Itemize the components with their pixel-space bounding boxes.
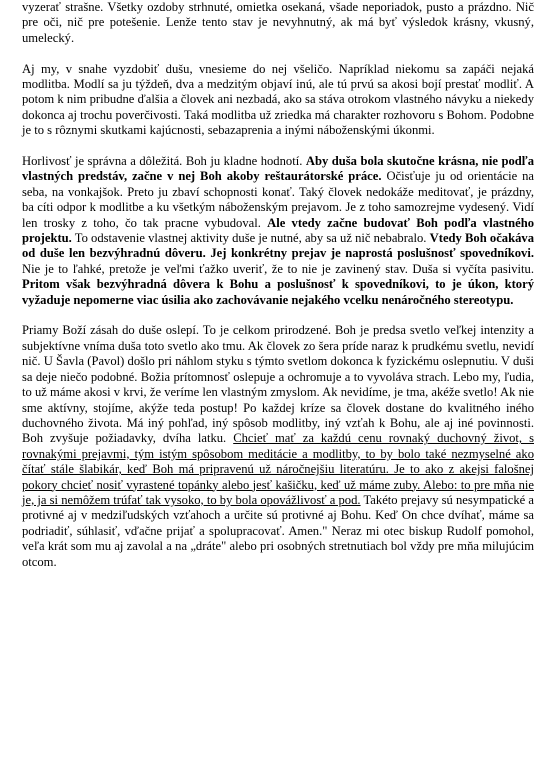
underlined-text: Chcieť mať za každú cenu rovnaký duchovný život, s rovnakými prejavmi, tým istým spôsobom meditácie a modlitby, to by bolo také nezmyselné ako čítať stále šlabikár, keď Boh má pripravenú už náročnejšiu literatúru. Je to ako z akejsi falošnej pokory chcieť nosiť vyrastené topánky alebo jesť kašičku, keď už máme zuby. Alebo: to pre mňa nie je, ja si nemôžem trúfať tak vysoko, to by bola opovážlivosť a pod. [22,431,534,507]
bold-text: Pritom však bezvýhradná dôvera k Bohu a poslušnosť k spovedníkovi, to je úkon, ktorý vyžaduje nepomerne viac úsilia ako zachovávanie nejakého vcelku nenáročného stereotypu. [22,277,534,307]
bold-text: Aby duša bola skutočne krásna, nie podľa vlastných predstáv, začne v nej Boh akoby reštaurátorské práce. [22,154,534,184]
paragraph-gap [22,46,534,61]
paragraph-3 [22,154,534,308]
text-run: To odstavenie vlastnej aktivity duše je nutné, aby sa už nič nebabralo. [71,231,430,246]
text-run: Aj my, v snahe vyzdobiť dušu, vnesieme do nej všeličo. Napríklad niekomu sa zapáči nejaká modlitba. Modlí sa ju týždeň, dva a medzitým objaví inú, ale tú prvú sa akosi bojí prestať modliť. A potom k nim pribudne ďalšia a človek ani nezbadá, ako sa stáva otrokom vlastného návyku a niekedy dokonca aj trochu poverčivosti. Taká modlitba už zriedka má charakter rozhovoru s Bohom. Podobne je to s rôznymi skutkami kajúcnosti, sebazaprenia a inými náboženskými úkonmi. [22,61,534,138]
bold-text: Ale vtedy začne budovať Boh podľa vlastného projektu. [22,215,534,246]
paragraph-4 [22,323,534,570]
paragraph-gap [22,139,534,154]
text-run: Horlivosť je správna a dôležitá. Boh ju kladne hodnotí. [22,154,306,169]
paragraph-2 [22,62,534,139]
bold-text: Vtedy Boh očakáva od duše len bezvýhradnú dôveru. Jej konkrétny prejav je naprostá poslušnosť spovedníkovi. [22,231,534,261]
paragraph-gap [22,308,534,323]
paragraph-1 [22,0,534,46]
text-run: vyzerať strašne. Všetky ozdoby strhnuté, omietka osekaná, všade neporiadok, pusto a prázdno. Nič pre oči, nič pre potešenie. Lenže tento stav je nevyhnutný, ak má byť výsledok krásny, vkusný, umelecký. [22,0,534,45]
text-run: Nie je to ľahké, pretože je veľmi ťažko uveriť, že to nie je zavinený stav. Duša si vyčíta pasivitu. [22,261,534,276]
text-run: Priamy Boží zásah do duše oslepí. To je celkom prirodzené. Boh je predsa svetlo veľkej intenzity a subjektívne vníma duša toto svetlo ako tmu. Ak človek zo šera príde naraz k prudkému svetlu, nevidí nič. U Šavla (Pavol) došlo pri náhlom styku s týmto svetlom dokonca k fyzickému oslepnutiu. V duši sa deje niečo podobné. Božia prítomnosť oslepuje a ochromuje a to vyvoláva strach. Lebo my, ľudia, to už máme akosi v krvi, že veríme len vlastným zmyslom. Ak nevidíme, je tma, akéže svetlo! Ak nie sme aktívny, stojíme, akýže teda postup! Po každej kríze sa človek dostane do kvalitného iného duchovného života. Má iný pohľad, iný spôsob modlitby, iný vzťah k Bohu, ale aj iné povinnosti. Boh zvyšuje požiadavky, dvíha latku. [22,323,534,446]
text-run: Takéto prejavy sú nesympatické a protivné aj v medziľudských vzťahoch a určite sú protivné aj Bohu. Keď On chce dvíhať, máme sa podriadiť, súhlasiť, vďačne prijať a spolupracovať. Amen." Neraz mi otec biskup Rudolf pomohol, veľa krát som mu aj zavolal a na „dráte" alebo pri osobných stretnutiach bol vždy pre mňa milujúcim otcom. [22,492,534,569]
text-run: Očisťuje ju od orientácie na seba, na vonkajšok. Preto ju zbaví schopnosti konať. Taký človek nedokáže meditovať, je prázdny, ba cíti odpor k modlitbe a ku všetkým náboženským prejavom. Je z toho samozrejme vydesený. Vidí len trosky z toho, čo tak pracne vybudoval. [22,169,535,230]
